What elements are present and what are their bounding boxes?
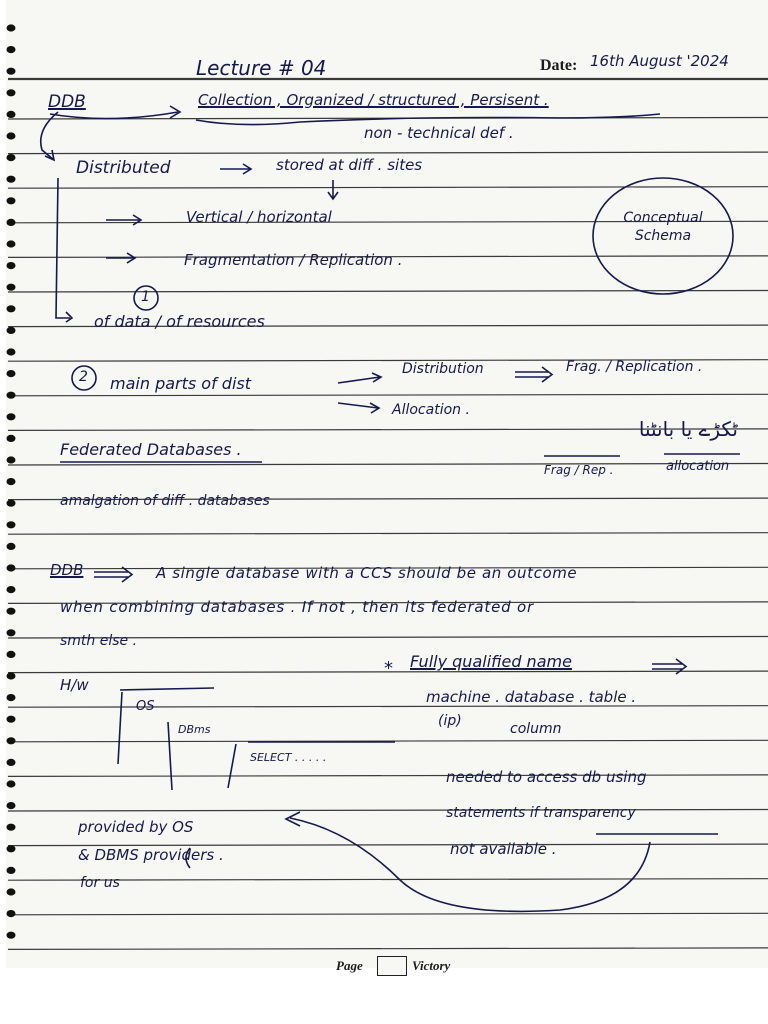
binder-hole bbox=[7, 176, 16, 183]
main-parts-label: main parts of dist bbox=[110, 374, 252, 393]
binder-hole bbox=[7, 413, 16, 420]
conceptual-text: Conceptual bbox=[623, 210, 703, 226]
allocation-caption: allocation bbox=[666, 459, 730, 474]
fq-column: column bbox=[510, 721, 562, 737]
binder-hole bbox=[7, 327, 16, 334]
data-or-resources: of data / of resources bbox=[94, 312, 265, 331]
binder-hole bbox=[7, 284, 16, 291]
date-label: Date: bbox=[540, 57, 578, 74]
binder-hole bbox=[7, 759, 16, 766]
rule-line bbox=[8, 291, 768, 293]
rule-line bbox=[8, 464, 768, 466]
needed-line-1: needed to access db using bbox=[446, 768, 647, 786]
binder-hole bbox=[7, 456, 16, 463]
hardware-layer-bracket bbox=[120, 688, 214, 690]
urdu-annotation: ٹکڑے یا بانٹنا bbox=[638, 417, 738, 441]
binder-hole bbox=[7, 154, 16, 161]
circled-number-2: 2 bbox=[79, 369, 88, 385]
binder-hole bbox=[7, 305, 16, 312]
binder-hole bbox=[7, 46, 16, 53]
select-label: SELECT . . . . . bbox=[250, 751, 327, 764]
binder-hole bbox=[7, 348, 16, 355]
binder-hole bbox=[7, 910, 16, 917]
binder-hole bbox=[7, 629, 16, 636]
distributed-where: stored at diff . sites bbox=[276, 156, 423, 174]
binder-hole bbox=[7, 219, 16, 226]
rule-line bbox=[8, 152, 768, 154]
binder-hole bbox=[7, 111, 16, 118]
binder-hole bbox=[7, 392, 16, 399]
schema-text: Schema bbox=[634, 227, 692, 244]
binder-hole bbox=[7, 435, 16, 442]
binder-hole bbox=[7, 716, 16, 723]
ddb-short: DDB bbox=[50, 561, 84, 579]
binder-hole bbox=[7, 262, 16, 269]
binder-hole bbox=[7, 564, 16, 571]
rule-line bbox=[8, 187, 768, 189]
lecture-title: Lecture # 04 bbox=[196, 56, 327, 80]
binder-hole bbox=[7, 932, 16, 939]
binder-hole bbox=[7, 197, 16, 204]
amalgation-text: amalgation of diff . databases bbox=[60, 493, 270, 509]
curved-arrow bbox=[290, 818, 650, 911]
brand-label: Victory bbox=[412, 958, 451, 973]
fq-parts: machine . database . table . bbox=[426, 688, 637, 706]
binder-hole bbox=[7, 888, 16, 895]
binder-hole bbox=[7, 780, 16, 787]
single-db-line-2: when combining databases . If not , then its federated or bbox=[60, 598, 534, 616]
ddb-definition-note: non - technical def . bbox=[364, 124, 514, 142]
definition-underline bbox=[196, 114, 660, 125]
binder-hole bbox=[7, 240, 16, 247]
single-db-line-3: smth else . bbox=[60, 633, 138, 649]
hw-label: H/w bbox=[60, 676, 89, 694]
needed-line-3: not available . bbox=[450, 840, 557, 858]
provided-line-2: & DBMS providers . bbox=[78, 846, 224, 864]
conceptual-schema-label bbox=[598, 210, 728, 245]
binder-hole bbox=[7, 651, 16, 658]
page-label: Page bbox=[336, 958, 363, 973]
rule-line bbox=[8, 533, 768, 535]
binder-hole bbox=[7, 370, 16, 377]
fully-qualified-name: Fully qualified name bbox=[410, 652, 572, 671]
binder-hole bbox=[7, 24, 16, 31]
allocation-arrow-label: Allocation . bbox=[392, 402, 470, 418]
circled-number-1: 1 bbox=[141, 289, 150, 305]
binder-hole bbox=[7, 802, 16, 809]
fragmentation-replication: Fragmentation / Replication . bbox=[184, 251, 403, 269]
rule-line bbox=[8, 810, 768, 812]
binder-hole bbox=[7, 867, 16, 874]
binder-hole bbox=[7, 543, 16, 550]
dbms-label: DBms bbox=[178, 723, 211, 736]
binder-hole bbox=[7, 89, 16, 96]
rule-line bbox=[8, 913, 768, 915]
binder-hole bbox=[7, 132, 16, 139]
ddb-definition: Collection , Organized / structured , Persisent . bbox=[198, 91, 549, 109]
binder-hole bbox=[7, 845, 16, 852]
needed-line-2: statements if transparency bbox=[446, 805, 636, 821]
star-bullet: * bbox=[384, 658, 393, 679]
page-number-box bbox=[377, 956, 407, 976]
binder-hole bbox=[7, 737, 16, 744]
big-bracket bbox=[56, 178, 70, 318]
rule-line bbox=[8, 775, 768, 777]
date-value: 16th August '2024 bbox=[590, 52, 729, 70]
os-label: OS bbox=[136, 699, 155, 714]
distribution-label: Distribution bbox=[402, 361, 484, 377]
binder-hole bbox=[7, 68, 16, 75]
binder-hole bbox=[7, 521, 16, 528]
fq-ip: (ip) bbox=[438, 713, 462, 729]
binder-hole bbox=[7, 608, 16, 615]
binder-hole bbox=[7, 824, 16, 831]
rule-line bbox=[8, 394, 768, 396]
binder-hole bbox=[7, 586, 16, 593]
single-db-line-1: A single database with a CCS should be an outcome bbox=[156, 564, 578, 582]
binder-hole bbox=[7, 694, 16, 701]
binder-hole bbox=[7, 672, 16, 679]
binder-hole bbox=[7, 478, 16, 485]
frag-replication-label: Frag. / Replication . bbox=[566, 359, 703, 375]
distributed-label: Distributed bbox=[76, 158, 171, 178]
rule-line bbox=[8, 948, 768, 950]
frag-rep-caption: Frag / Rep . bbox=[544, 463, 614, 477]
vertical-horizontal: Vertical / horizontal bbox=[186, 208, 332, 226]
federated-heading: Federated Databases . bbox=[60, 440, 242, 459]
binder-hole bbox=[7, 500, 16, 507]
ddb-arrow bbox=[50, 112, 178, 119]
rule-line bbox=[8, 879, 768, 881]
provided-line-3: for us bbox=[80, 875, 120, 891]
ddb-heading: DDB bbox=[48, 92, 86, 112]
provided-line-1: provided by OS bbox=[78, 818, 194, 836]
